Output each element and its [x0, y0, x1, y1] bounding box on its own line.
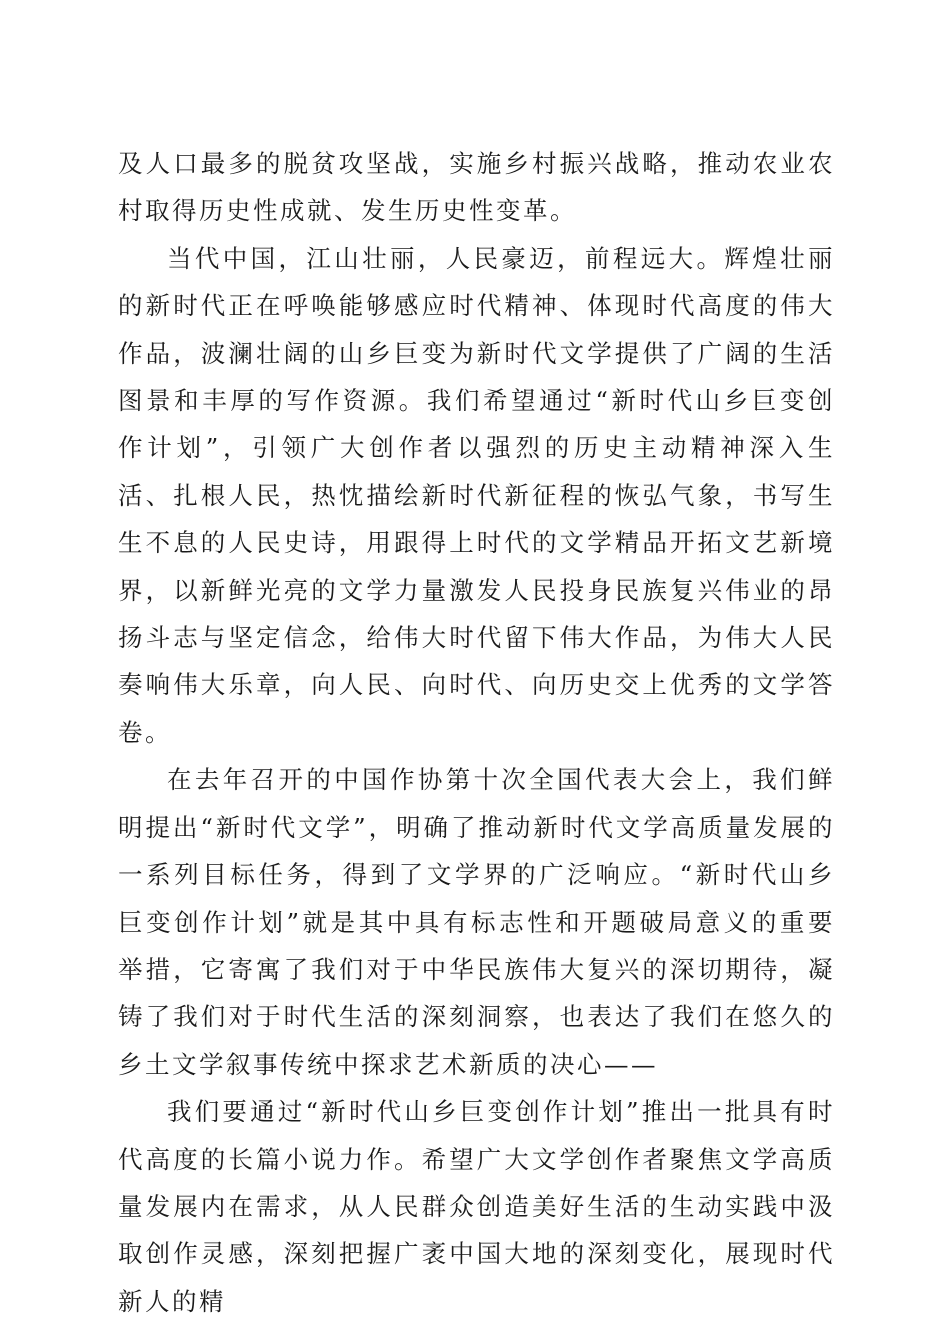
paragraph-4: 我们要通过“新时代山乡巨变创作计划”推出一批具有时代高度的长篇小说力作。希望广大文学创作者聚焦文学高质量发展内在需求，从人民群众创造美好生活的生动实践中汲取创作灵感，深刻把握广袤中国大地的深刻变化，展现时代新人的精 — [118, 1097, 835, 1316]
paragraph-2: 当代中国，江山壮丽，人民豪迈，前程远大。辉煌壮丽的新时代正在呼唤能够感应时代精神、体现时代高度的伟大作品，波澜壮阔的山乡巨变为新时代文学提供了广阔的生活图景和丰厚的写作资源。我们希望通过“新时代山乡巨变创作计划”，引领广大创作者以强烈的历史主动精神深入生活、扎根人民，热忱描绘新时代新征程的恢弘气象，书写生生不息的人民史诗，用跟得上时代的文学精品开拓文艺新境界，以新鲜光亮的文学力量激发人民投身民族复兴伟业的昂扬斗志与坚定信念，给伟大时代留下伟大作品，为伟大人民奏响伟大乐章，向人民、向时代、向历史交上优秀的文学答卷。 — [118, 243, 835, 747]
document-page — [118, 140, 835, 1325]
paragraph-1: 及人口最多的脱贫攻坚战，实施乡村振兴战略，推动农业农村取得历史性成就、发生历史性变革。 — [118, 149, 835, 226]
paragraph-3: 在去年召开的中国作协第十次全国代表大会上，我们鲜明提出“新时代文学”，明确了推动新时代文学高质量发展的一系列目标任务，得到了文学界的广泛响应。“新时代山乡巨变创作计划”就是其中具有标志性和开题破局意义的重要举措，它寄寓了我们对于中华民族伟大复兴的深切期待，凝铸了我们对于时代生活的深刻洞察，也表达了我们在悠久的乡土文学叙事传统中探求艺术新质的决心—— — [118, 765, 835, 1079]
